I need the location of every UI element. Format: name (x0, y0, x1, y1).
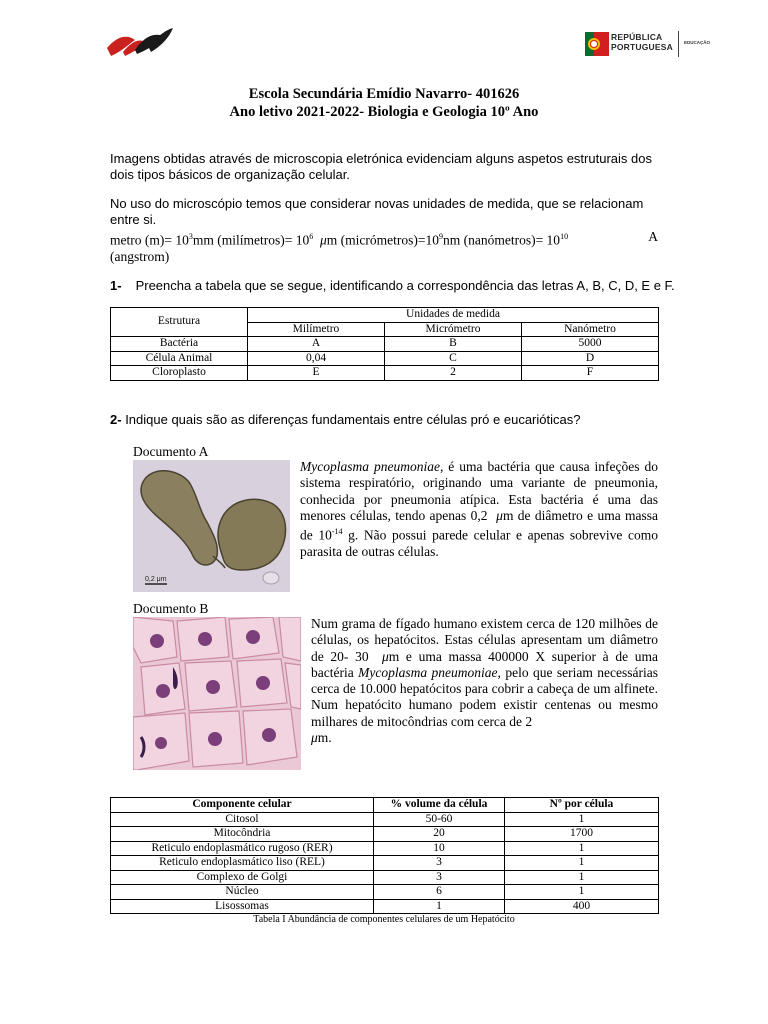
cell-components-table (110, 797, 659, 914)
republica-portuguesa-logo (585, 30, 609, 58)
document-a-label: Documento A (133, 444, 209, 459)
table-cell: 1 (505, 841, 659, 856)
table-cell: C (385, 351, 522, 366)
structure-header: Estrutura (111, 308, 248, 337)
table-cell: 20 (374, 827, 505, 842)
table-cell: 1 (505, 870, 659, 885)
table-cell: 2 (385, 366, 522, 381)
educacao-label: EDUCAÇÃO (684, 40, 711, 45)
document-a-text: Mycoplasma pneumoniae, é uma bactéria que causa infeções do sistema respiratório, originando uma variante de pneumonia, conhecida por pneumonia atípica. Esta bactéria é uma das menores células, tendo apenas 0,2 μm de diâmetro e uma massa de $10^{-14}$ g. Não possui parede celular e apenas sobrevive como parasita de outras células. (300, 459, 659, 559)
table-row (111, 827, 659, 842)
units-equivalence (110, 229, 658, 265)
table-cell: 10 (374, 841, 505, 856)
table-cell: 50-60 (374, 812, 505, 827)
table-cell: B (385, 337, 522, 352)
table-row (111, 870, 659, 885)
table-cell: E (248, 366, 385, 381)
table-row (111, 899, 659, 914)
table-cell: Reticulo endoplasmático liso (REL) (111, 856, 374, 871)
question-2-number: 2- (110, 412, 122, 427)
table-cell: Célula Animal (111, 351, 248, 366)
column-header: Nº por célula (505, 798, 659, 813)
mycoplasma-image (133, 460, 290, 592)
table-row (111, 885, 659, 900)
table-row (111, 366, 659, 381)
table-cell: Bactéria (111, 337, 248, 352)
table-cell: Reticulo endoplasmático rugoso (RER) (111, 841, 374, 856)
school-title: Escola Secundária Emídio Navarro- 401626 (248, 86, 520, 102)
logo-divider (678, 31, 679, 57)
table-cell: 6 (374, 885, 505, 900)
table-cell: Complexo de Golgi (111, 870, 374, 885)
column-header: Componente celular (111, 798, 374, 813)
table-cell: A (248, 337, 385, 352)
year-subject-title: Ano letivo 2021-2022- Biologia e Geologia 10º Ano (229, 104, 539, 120)
table-cell: 3 (374, 856, 505, 871)
school-logo (105, 22, 175, 62)
units-angstrom: (angstrom) (110, 248, 170, 264)
question-1-text: Preencha a tabela que se segue, identificando a correspondência das letras A, B, C, D, E e F. (135, 278, 675, 293)
scale-label: 0,2 μm (145, 576, 167, 583)
table-header-row (111, 798, 659, 813)
table-cell: Núcleo (111, 885, 374, 900)
document-b-text: Num grama de fígado humano existem cerca de 120 milhões de células, os hepatócitos. Estas células apresentam um diâmetro de 20- 30 μm e uma massa 400000 X superior à de uma bactéria Mycoplasma pneumoniae, pelo que seriam necessárias cerca de 10.000 hepatócitos para cobrir a cabeça de um alfinete. Num hepatócito humano podem existir centenas ou mesmo milhares de mitocôndrias com cerca de 2 μm. (311, 616, 659, 746)
table-cell: Lisossomas (111, 899, 374, 914)
republica-logo-text (611, 32, 673, 52)
table-cell: 400 (505, 899, 659, 914)
table-cell: 1 (505, 812, 659, 827)
units-intro-paragraph: No uso do microscópio temos que considerar novas unidades de medida, que se relacionam entre si. (110, 196, 644, 227)
intro-paragraph: Imagens obtidas através de microscopia eletrónica evidenciam alguns aspetos estruturais dos dois tipos básicos de organização celular. (110, 151, 652, 182)
question-2 (110, 412, 580, 427)
table-cell: 1 (505, 856, 659, 871)
units-metro: metro $(m)= 10^3mm$ (milímetros)= $10^6$ μm $(micrómetros)=10^9nm$ (nanómetros)= $10^{10}$ (110, 232, 569, 248)
units-header: Unidades de medida (248, 308, 659, 323)
table-caption: Tabela I Abundância de componentes celulares de um Hepatócito (253, 914, 515, 925)
table-row (111, 856, 659, 871)
table-cell: Mitocôndria (111, 827, 374, 842)
question-1 (110, 278, 675, 293)
republica-line2: PORTUGUESA (611, 42, 673, 52)
column-header: Micrómetro (385, 322, 522, 337)
table-cell: Citosol (111, 812, 374, 827)
document-b-label: Documento B (133, 601, 209, 616)
table-cell: D (522, 351, 659, 366)
units-angstrom-a: A (648, 229, 658, 244)
table-row (111, 351, 659, 366)
table-cell: 3 (374, 870, 505, 885)
republica-line1: REPÚBLICA (611, 32, 663, 42)
mycoplasma-micrograph (133, 460, 290, 592)
column-header: Milímetro (248, 322, 385, 337)
table-cell: 5000 (522, 337, 659, 352)
table-cell: 1700 (505, 827, 659, 842)
column-header: Nanómetro (522, 322, 659, 337)
table-cell: 1 (374, 899, 505, 914)
question-2-text: Indique quais são as diferenças fundamentais entre células pró e eucarióticas? (125, 412, 581, 427)
hepatocyte-image (133, 617, 301, 770)
column-header: % volume da célula (374, 798, 505, 813)
table-cell: Cloroplasto (111, 366, 248, 381)
table-row (111, 841, 659, 856)
question-1-number: 1- (110, 278, 122, 293)
table-row (111, 812, 659, 827)
hepatocyte-micrograph (133, 617, 301, 770)
table-cell: 0,04 (248, 351, 385, 366)
units-table (110, 307, 659, 381)
table-cell: F (522, 366, 659, 381)
table-cell: 1 (505, 885, 659, 900)
table-row (111, 337, 659, 352)
